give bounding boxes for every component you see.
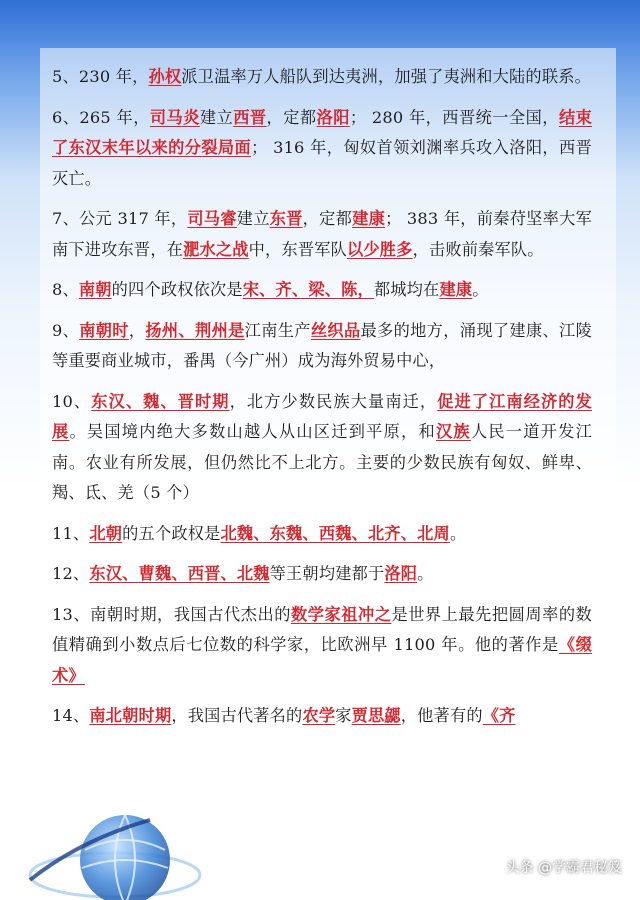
- text-segment: 家: [335, 706, 352, 725]
- text-segment: 的五个政权是: [122, 523, 221, 543]
- text-segment: ，我国古代著名的: [171, 706, 303, 725]
- highlighted-term: 东汉、曹魏、西晋、北魏: [89, 564, 270, 583]
- highlighted-term: 司马睿: [187, 209, 237, 228]
- text-segment: 。: [449, 523, 467, 543]
- text-segment: 13、南朝时期，我国古代杰出的: [52, 604, 291, 624]
- watermark-text: 头条 @学霸君秘笈: [505, 860, 622, 876]
- paragraph-10: [52, 387, 592, 509]
- paragraph-14: [52, 701, 592, 732]
- highlighted-term: 洛阳: [316, 107, 350, 127]
- highlighted-term: 东汉、魏、晋时期: [91, 391, 230, 411]
- text-segment: 。: [472, 280, 489, 299]
- highlighted-term: 北朝: [89, 523, 123, 543]
- highlighted-term: 南朝时: [79, 320, 129, 340]
- text-segment: 江南生产: [244, 320, 311, 340]
- highlighted-term: 农学: [302, 706, 336, 725]
- highlighted-term: 建康: [352, 209, 386, 228]
- globe-decoration-icon: [20, 780, 210, 900]
- text-segment: 10、: [52, 391, 92, 411]
- text-segment: 的四个政权依次是: [111, 280, 243, 299]
- text-segment: 建立: [236, 209, 270, 228]
- highlighted-term: 贾思勰: [351, 706, 401, 725]
- highlighted-term: 宋、齐、梁、陈，: [242, 280, 374, 299]
- text-segment: 8、: [52, 280, 79, 299]
- document-body: [52, 62, 592, 742]
- highlighted-term: 汉族: [435, 422, 471, 441]
- text-segment: ，定都: [302, 209, 353, 228]
- text-segment: 人民一道开发江南。农业有所发展，但仍然比不上北方。主要的少数民族有匈奴、鲜卑、羯、氐、羌（5 个）: [52, 422, 592, 502]
- highlighted-term: 数学家祖冲之: [291, 604, 392, 624]
- text-segment: 中，东晋军队: [248, 239, 347, 259]
- text-segment: 12、: [52, 564, 90, 583]
- text-segment: 6、265 年，: [52, 107, 150, 127]
- paragraph-7: [52, 204, 592, 265]
- highlighted-term: 东晋: [269, 209, 303, 228]
- highlighted-term: 以少胜多: [347, 239, 413, 259]
- highlighted-term: 北魏、东魏、西魏、北齐、北周: [220, 523, 450, 543]
- highlighted-term: 丝织品: [310, 320, 361, 340]
- highlighted-term: 南朝: [78, 280, 112, 299]
- highlighted-term: 南北朝时期: [89, 706, 172, 725]
- text-segment: 。吴国境内绝大多数山越人从山区迁到平原，和: [69, 422, 436, 441]
- text-segment: ，击败前秦军队。: [412, 239, 544, 259]
- paragraph-5: [52, 62, 592, 93]
- text-segment: 派卫温率万人船队到达夷洲，加强了夷洲和大陆的联系。: [181, 67, 591, 86]
- text-segment: 14、: [52, 706, 90, 725]
- text-segment: ； 316 年，匈奴首领刘渊率兵攻入洛阳，西晋灭亡。: [52, 138, 592, 188]
- highlighted-term: 《缀术》: [52, 635, 592, 685]
- highlighted-term: 促进了江南经济的发展: [52, 391, 592, 441]
- text-segment: 最多的地方，涌现了建康、江陵等重要商业城市，番禺（今广州）成为海外贸易中心，: [52, 320, 592, 370]
- text-segment: ，定都: [266, 107, 317, 127]
- text-segment: 建立: [199, 107, 234, 127]
- highlighted-term: 司马炎: [149, 107, 200, 127]
- text-segment: 7、公元 317 年，: [52, 209, 188, 228]
- paragraph-8: [52, 275, 592, 306]
- text-segment: 等王朝均建都于: [269, 564, 385, 583]
- paragraph-13: [52, 600, 592, 692]
- paragraph-12: [52, 559, 592, 590]
- text-segment: 是世界上最先把圆周率的数值精确到小数点后七位数的科学家，比欧洲早 1100 年。他的著作是: [52, 604, 592, 654]
- text-segment: ，: [128, 320, 146, 340]
- text-segment: 5、230 年，: [52, 67, 149, 86]
- highlighted-term: 淝水之战: [183, 239, 249, 259]
- highlighted-term: 《齐: [482, 706, 516, 725]
- paragraph-11: [52, 519, 592, 550]
- highlighted-term: 西晋: [233, 107, 267, 127]
- text-segment: ，北方少数民族大量南迁，: [229, 391, 438, 411]
- text-segment: 。: [417, 564, 434, 583]
- highlighted-term: 扬州、荆州是: [145, 320, 245, 340]
- text-segment: ； 383 年，前秦苻坚率大军南下进攻东晋，在: [52, 209, 592, 259]
- paragraph-9: [52, 316, 592, 377]
- highlighted-term: 洛阳: [384, 564, 418, 583]
- text-segment: 11、: [52, 523, 90, 543]
- text-segment: 9、: [52, 320, 80, 340]
- text-segment: 都城均在: [373, 280, 440, 299]
- text-segment: ； 280 年，西晋统一全国，: [349, 107, 559, 127]
- paragraph-6: [52, 103, 592, 195]
- highlighted-term: 建康: [439, 280, 473, 299]
- highlighted-term: 结束了东汉末年以来的分裂局面: [52, 107, 593, 157]
- highlighted-term: 孙权: [148, 67, 182, 86]
- text-segment: ，他著有的: [400, 706, 483, 725]
